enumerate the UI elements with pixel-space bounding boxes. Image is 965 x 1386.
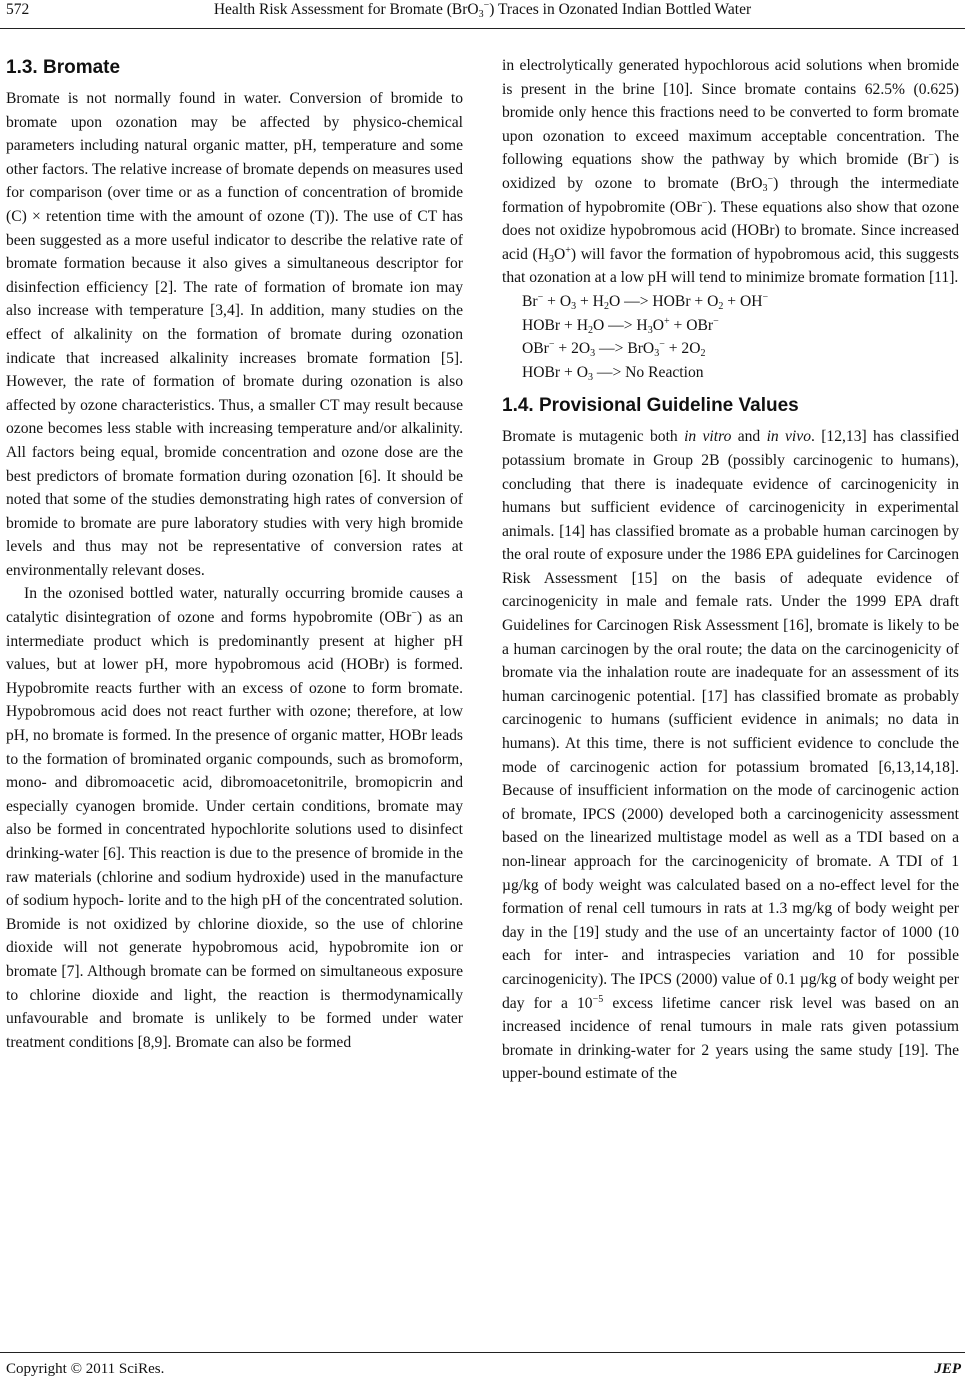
equation-3: $OBr^- + 2O_3$ —> $BrO_3^- + 2O_2$ xyxy=(522,339,706,360)
section-heading-guideline-values: 1.4. Provisional Guideline Values xyxy=(502,395,799,417)
section-heading-bromate: 1.3. Bromate xyxy=(6,57,121,78)
right-column xyxy=(502,54,959,1086)
paragraph: in electrolytically generated hypochlorous acid solutions when bromide is present in the brine [10]. Since bromate contains 62.5% (0.625) bromide only hence this fractions need to be converted to form bromate upon ozonation to exceed maximum acceptable concentration. The following equations show the pathway by which bromide (Br−) is oxidized by ozone to bromate (BrO$_3$−) through the intermediate formation of hypobromite (OBr−). These equations also show that ozone does not oxidize hypobromous acid (HOBr) to bromate. Since increased acid $(H_3O^+)$ will favor the formation of hypobromous acid, this suggests that ozonation at a low pH will tend to minimize bromate formation [11]. xyxy=(502,57,959,287)
equation-1: $Br^- + O_3 + H_2O$ —> HOBr + $O_2 + OH^-$ xyxy=(522,291,769,312)
left-column xyxy=(6,54,463,1054)
paragraph: In the ozonised bottled water, naturally occurring bromide causes a catalytic disintegration of ozone and forms hypobromite (OBr−) as an intermediate product which is predominantly present at higher pH values, but at lower pH, more hypobromous acid (HOBr) is formed. Hypobromite reacts further with an excess of ozone to form bromate. Hypobromous acid does not react further with ozone; therefore, at low pH, no bromate is formed. In the presence of organic matter, HOBr leads to the formation of brominated organic compounds, such as bromoform, mono- and dibromoacetic acid, dibromoacetonitrile, bromopicrin and especially cyanogen bromide. Under certain conditions, bromate may also be formed in concentrated hypochlorite solutions used to disinfect drinking-water [6]. This reaction is due to the presence of bromide in the raw materials (chlorine and sodium hydroxide) used in the manufacture of sodium hypoch- lorite and to the high pH of the concentrated solution. Bromide is not oxidized by chlorine dioxide, so the use of chlorine dioxide will not generate hypobromous acid, hypobromite ion or bromate [7]. Although bromate can be formed on simultaneous exposure to chlorine dioxide and light, the reaction is thermodynamically unfavourable and bromate is unlikely to be formed under water treatment conditions [8,9]. Bromate can also be formed xyxy=(6,585,463,1051)
header-rule xyxy=(0,28,965,29)
page-header xyxy=(0,0,965,30)
running-title: Health Risk Assessment for Bromate (BrO$_3$−) Traces in Ozonated Indian Bottled Water xyxy=(213,0,752,20)
journal-abbreviation: JEP xyxy=(934,1361,961,1377)
page-number: 572 xyxy=(6,1,30,18)
paragraph: Bromate is mutagenic both in vitro and in vivo. [12,13] has classified potassium bromate in Group 2B (possibly carcinogenic to humans), concluding that there is inadequate evidence of carcinogenicity in humans but sufficient evidence of carcinogenicity in experimental animals. [14] has classified bromate as a probable human carcinogen by the oral route of exposure under the 1986 EPA guidelines for Carcinogen Risk Assessment [15] on the basis of adequate evidence of carcinogenicity in male and female rats. Under the 1999 EPA draft Guidelines for Carcinogen Risk Assessment [16], bromate is likely to be a human carcinogen by the oral route; the data on the carcinogenicity of bromate via the inhalation route are inadequate for an assessment of its human carcinogenic potential. [17] has classified bromate as probably carcinogenic to humans (sufficient evidence in animals; no data in humans). At this time, there is not sufficient evidence to conclude the mode of carcinogenic action for potassium bromated [6,13,14,18]. Because of insufficient information on the mode of carcinogenic action of bromate, IPCS (2000) developed both a carcinogenicity assessment based on the linearized multistage model as well as a TDI based on a non-linear approach for the carcinogenicity of bromate. A TDI of 1 µg/kg of body weight was calculated based on a no-effect level for the formation of renal cell tumours in rats at 1.3 mg/kg of body weight per day in the [19] study and the use of an uncertainty factor of 1000 (10 each for inter- and intraspecies variation and 10 for possible carcinogenicity). The IPCS (2000) value of 0.1 µg/kg of body weight per day for a $10^{-5}$ excess lifetime cancer risk level was based on an increased incidence of renal tumours in male rats given potassium bromate in drinking-water for 2 years using the same study [19]. The upper-bound estimate of the xyxy=(502,428,960,1083)
paragraph: Bromate is not normally found in water. Conversion of bromide to bromate upon ozonation may be affected by physico-chemical parameters including natural organic matter, pH, temperature and some other factors. The relative increase of bromate depends on measures used for comparison (over time or as a function of concentration of bromide (C) × retention time with the amount of ozone (T)). The use of CT has been suggested as a more useful indicator to describe the relative rate of bromate formation because it also gives a simultaneous descriptor for disinfection efficiency [2]. The rate of formation of bromate ion may also increase with temperature [3,4]. In addition, many studies on the effect of alkalinity on the formation of bromate during ozonation indicate that increased alkalinity increases bromate formation [5]. However, the rate of formation of bromate during ozonation is also affected by ozone characteristics. Thus, a smaller CT may result because ozone becomes less stable with increasing temperature and/or alkalinity. All factors being equal, bromide concentration and ozone dose are the best predictors of bromate formation during ozonation [6]. It should be noted that some of the studies demonstrating high rates of conversion of bromide to bromate are pure laboratory studies with very high bromide levels and thus may not be representative of conversion rates at environmentally relevant doses. xyxy=(6,90,463,579)
footer-rule xyxy=(0,1352,965,1353)
copyright-notice: Copyright © 2011 SciRes. xyxy=(6,1361,165,1377)
equation-4: HOBr + $O_3$ —> No Reaction xyxy=(522,363,704,383)
equation-2: HOBr + $H_2O$ —> $H_3O^+ + OBr^-$ xyxy=(522,315,719,336)
